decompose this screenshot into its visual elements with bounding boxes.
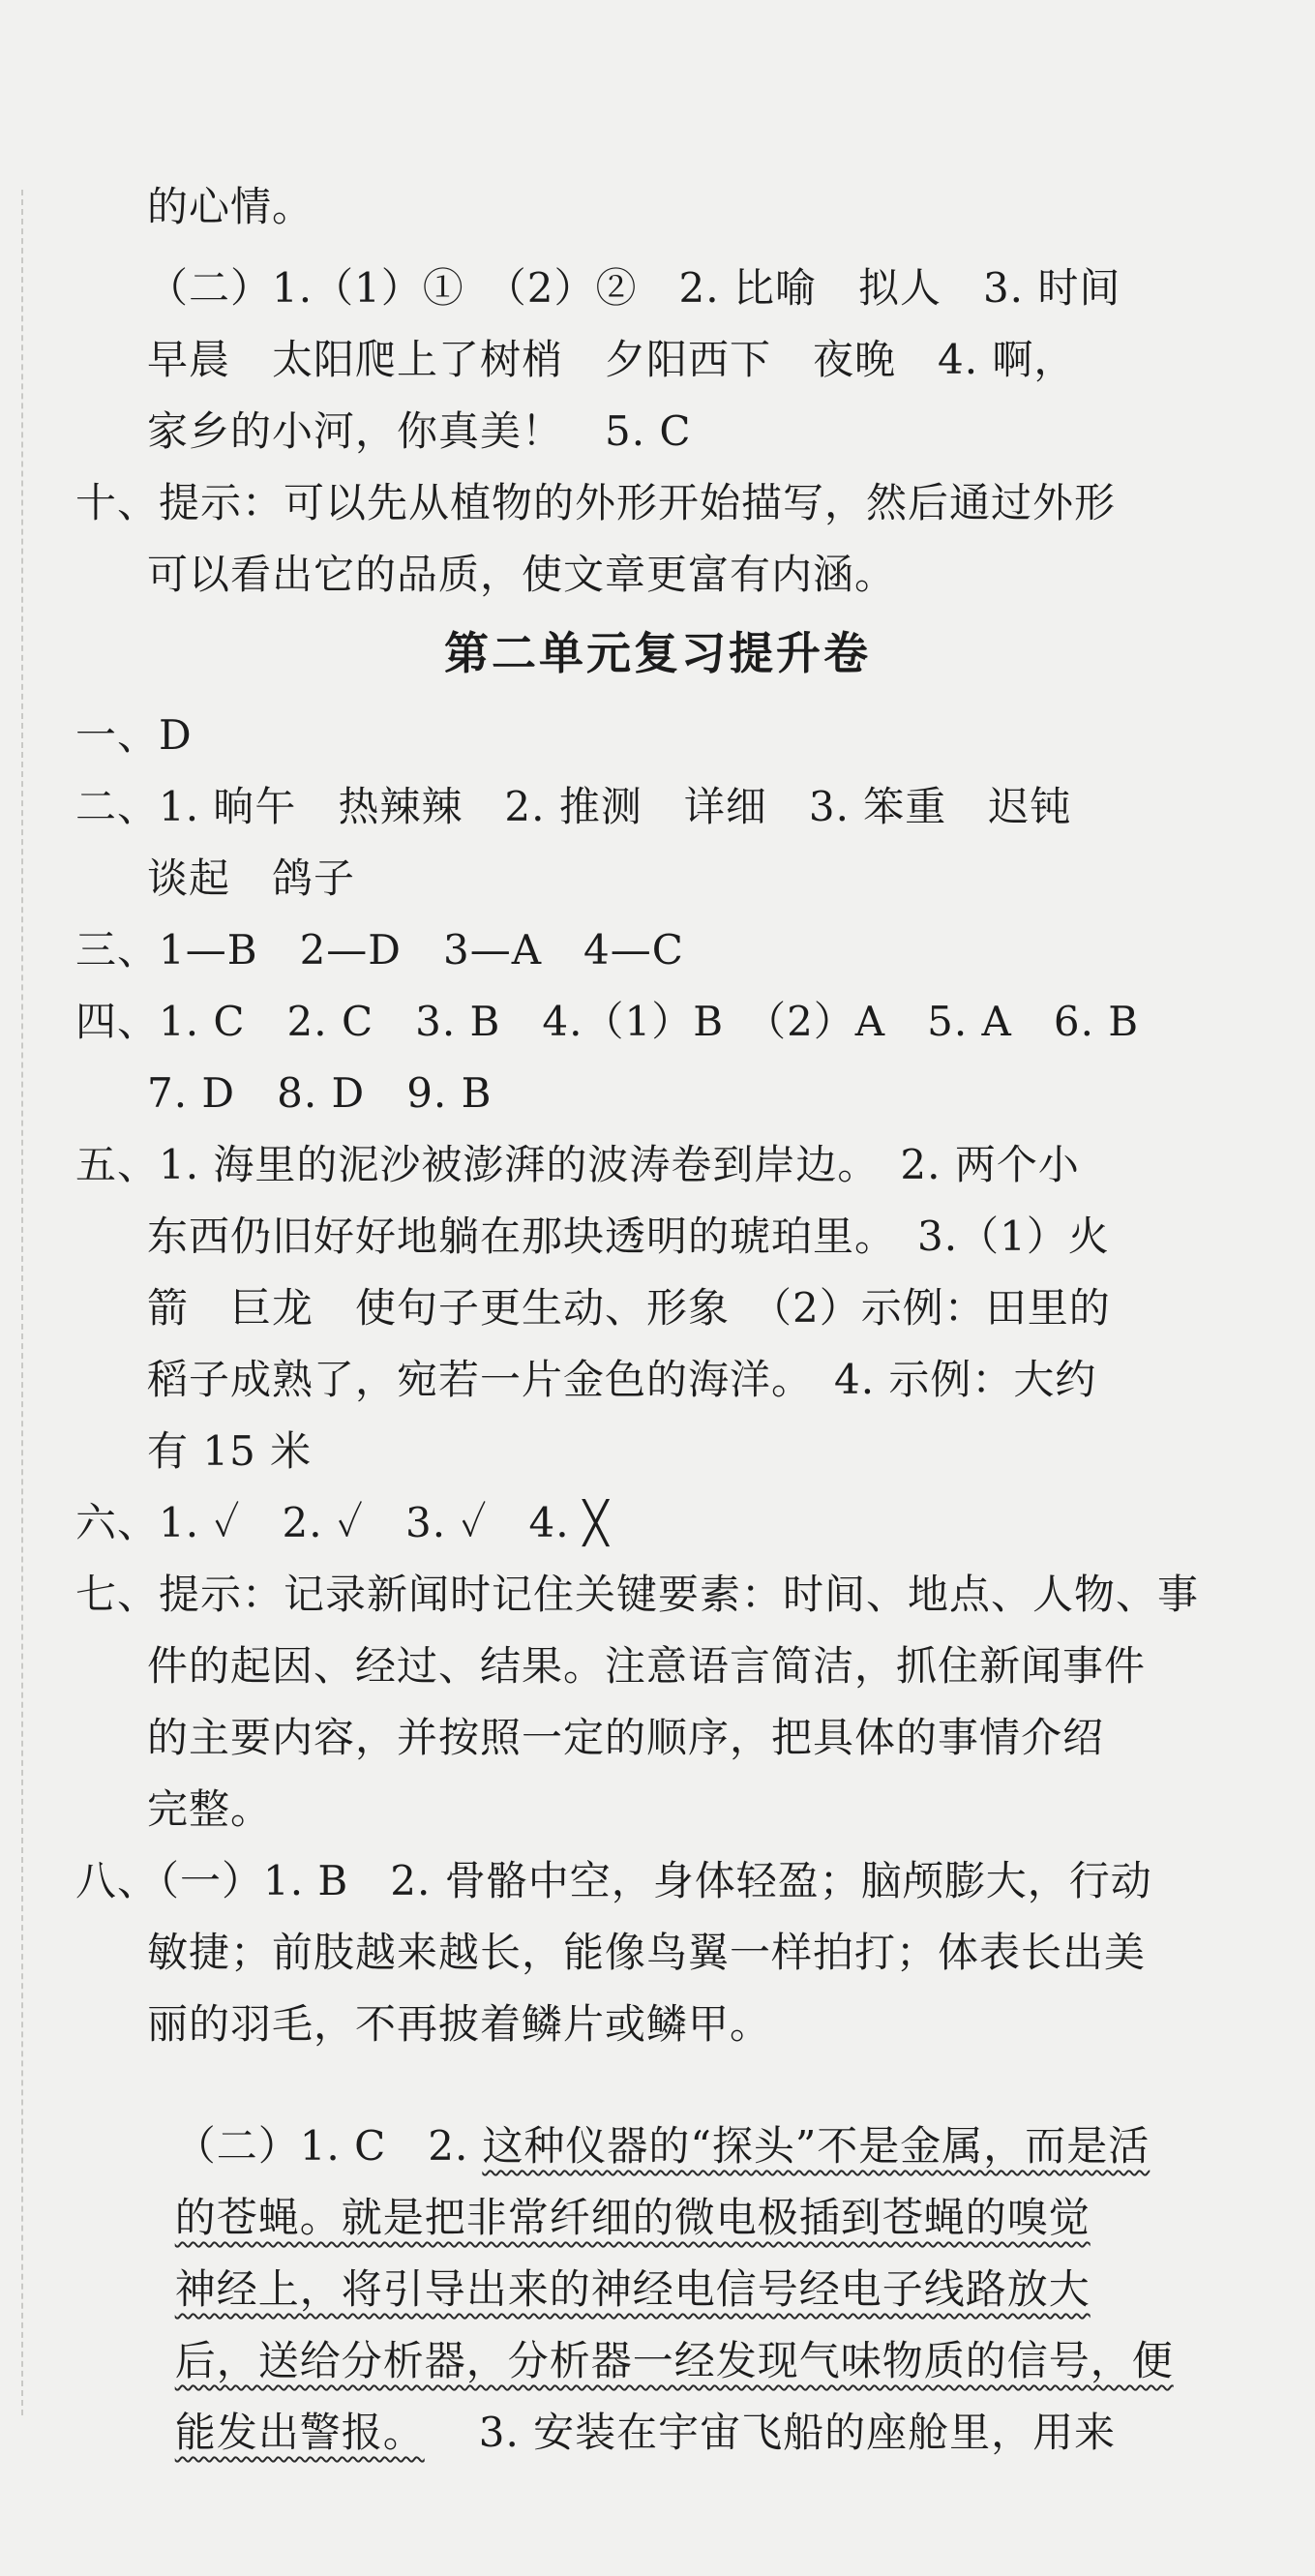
text-line: 六、1. ✓ 2. ✓ 3. ✓ 4. ╳ — [75, 1499, 610, 1546]
text-line: 可以看出它的品质，使文章更富有内涵。 — [147, 551, 897, 598]
text-line: 件的起因、经过、结果。注意语言简洁，抓住新闻事件 — [147, 1642, 1147, 1690]
text-line: 敏捷；前肢越来越长，能像鸟翼一样拍打；体表长出美 — [147, 1929, 1147, 1976]
wavy-underlined-text: 神经上，将引导出来的神经电信号经电子线路放大 — [174, 2265, 1091, 2313]
text-line: 有 15 米 — [147, 1427, 313, 1475]
text-line: 一、D — [75, 711, 193, 759]
wavy-underlined-text: 能发出警报。 — [174, 2409, 425, 2456]
text-line: 丽的羽毛，不再披着鳞片或鳞甲。 — [147, 2000, 772, 2048]
text-line: 三、1—B 2—D 3—A 4—C — [75, 926, 684, 973]
text-line: 7. D 8. D 9. B — [147, 1069, 493, 1117]
text-line: 家乡的小河，你真美！ 5. C — [147, 407, 692, 455]
text-line: （二）1.（1）① （2）② 2. 比喻 拟人 3. 时间 — [147, 264, 1121, 312]
text-line: 十、提示：可以先从植物的外形开始描写，然后通过外形 — [75, 479, 1117, 526]
text-fragment: （二）1. C 2. — [174, 2122, 469, 2170]
text-line: 东西仍旧好好地躺在那块透明的琥珀里。 3.（1）火 — [147, 1213, 1110, 1260]
text-line: 二、1. 晌午 热辣辣 2. 推测 详细 3. 笨重 迟钝 — [75, 783, 1072, 830]
text-line: 稻子成熟了，宛若一片金色的海洋。 4. 示例：大约 — [147, 1356, 1097, 1403]
section-title: 第二单元复习提升卷 — [444, 627, 871, 679]
text-line: 谈起 鸽子 — [147, 854, 356, 902]
text-line: 七、提示：记录新闻时记住关键要素：时间、地点、人物、事 — [75, 1571, 1200, 1618]
text-line: 完整。 — [147, 1785, 273, 1833]
text-line: 的心情。 — [147, 183, 314, 230]
wavy-underlined-text: 后，送给分析器，分析器一经发现气味物质的信号，便 — [174, 2337, 1174, 2384]
text-line: 八、（一）1. B 2. 骨骼中空，身体轻盈；脑颅膨大，行动 — [75, 1857, 1152, 1904]
text-line — [147, 2357, 1116, 2458]
text-line: 早晨 太阳爬上了树梢 夕阳西下 夜晚 4. 啊， — [147, 336, 1076, 383]
wavy-underlined-text: 这种仪器的“探头”不是金属，而是活 — [482, 2122, 1151, 2170]
text-line: 四、1. C 2. C 3. B 4.（1）B （2）A 5. A 6. B — [75, 998, 1140, 1045]
wavy-underlined-text: 的苍蝇。就是把非常纤细的微电极插到苍蝇的嗅觉 — [174, 2194, 1091, 2241]
text-line: 的主要内容，并按照一定的顺序，把具体的事情介绍 — [147, 1714, 1105, 1761]
text-line: 五、1. 海里的泥沙被澎湃的波涛卷到岸边。 2. 两个小 — [75, 1141, 1080, 1188]
text-line: 箭 巨龙 使句子更生动、形象 （2）示例：田里的 — [147, 1284, 1111, 1332]
margin-rule — [21, 190, 23, 2415]
text-fragment: 3. 安装在宇宙飞船的座舱里，用来 — [478, 2409, 1117, 2456]
